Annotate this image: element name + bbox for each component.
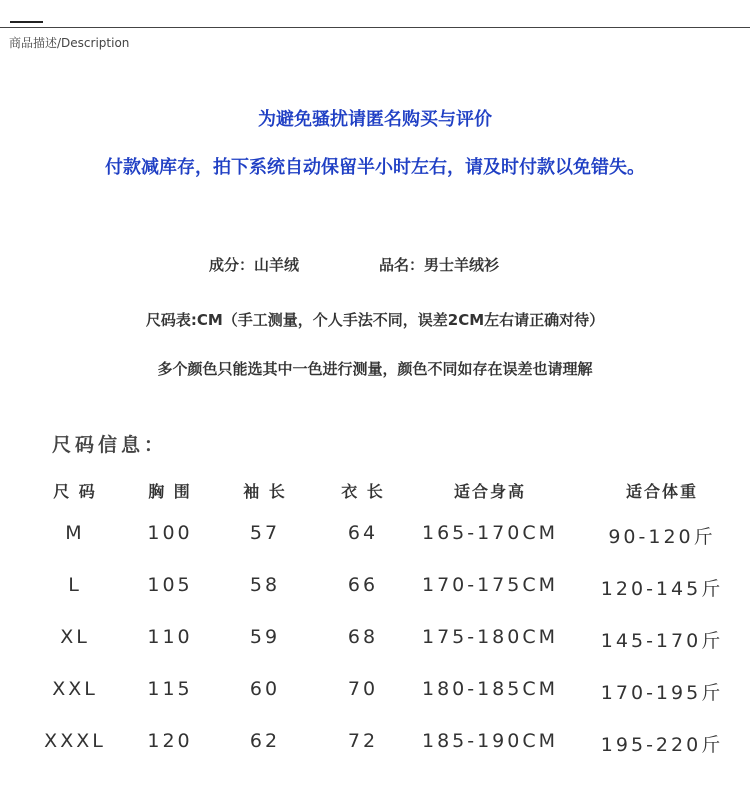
size-info-title: 尺码信息： bbox=[52, 434, 168, 456]
size-table-cell-weight: 170-195斤 bbox=[600, 682, 724, 704]
size-table-cell-length: 64 bbox=[347, 522, 379, 544]
material-label: 成分：山羊绒 bbox=[209, 256, 300, 274]
size-table-cell-height: 180-185CM bbox=[421, 678, 559, 700]
size-table-cell-height: 175-180CM bbox=[421, 626, 559, 648]
size-table-cell-chest: 115 bbox=[147, 678, 193, 700]
size-table-cell-size: XL bbox=[60, 626, 90, 648]
size-table-header-weight: 适合体重 bbox=[625, 482, 699, 501]
size-table-header-size: 尺 码 bbox=[53, 482, 97, 501]
size-table-cell-height: 165-170CM bbox=[421, 522, 559, 544]
anonymous-purchase-notice: 为避免骚扰请匿名购买与评价 bbox=[258, 109, 492, 130]
size-table-cell-sleeve: 60 bbox=[249, 678, 281, 700]
size-table-cell-chest: 120 bbox=[147, 730, 193, 752]
size-table-cell-size: L bbox=[68, 574, 82, 596]
size-table-header-chest: 胸 围 bbox=[148, 482, 192, 501]
size-table-cell-length: 66 bbox=[347, 574, 379, 596]
color-measure-note: 多个颜色只能选其中一色进行测量，颜色不同如存在误差也请理解 bbox=[157, 360, 593, 378]
size-table-cell-sleeve: 62 bbox=[249, 730, 281, 752]
size-table-cell-weight: 120-145斤 bbox=[600, 578, 724, 600]
size-table-cell-chest: 110 bbox=[147, 626, 193, 648]
size-table-cell-sleeve: 59 bbox=[249, 626, 281, 648]
size-table-cell-sleeve: 58 bbox=[249, 574, 281, 596]
size-table-cell-height: 170-175CM bbox=[421, 574, 559, 596]
size-table-cell-length: 70 bbox=[347, 678, 379, 700]
size-table-cell-chest: 105 bbox=[147, 574, 193, 596]
size-table-cell-height: 185-190CM bbox=[421, 730, 559, 752]
product-name-label: 品名：男士羊绒衫 bbox=[379, 256, 500, 274]
size-table-cell-sleeve: 57 bbox=[249, 522, 281, 544]
size-table-cell-size: M bbox=[65, 522, 85, 544]
size-table-cell-chest: 100 bbox=[147, 522, 193, 544]
size-table-header-length: 衣 长 bbox=[341, 482, 385, 501]
size-table-cell-size: XXXL bbox=[44, 730, 106, 752]
section-label: 商品描述/Description bbox=[9, 36, 130, 50]
size-table-cell-weight: 195-220斤 bbox=[600, 734, 724, 756]
size-table-cell-length: 72 bbox=[347, 730, 379, 752]
size-table-cell-weight: 90-120斤 bbox=[608, 526, 716, 548]
size-measure-note: 尺码表:CM（手工测量，个人手法不同，误差2CM左右请正确对待） bbox=[145, 311, 605, 329]
size-table-cell-weight: 145-170斤 bbox=[600, 630, 724, 652]
size-table-header-height: 适合身高 bbox=[453, 482, 527, 501]
payment-notice: 付款减库存，拍下系统自动保留半小时左右，请及时付款以免错失。 bbox=[105, 157, 645, 178]
size-table-cell-length: 68 bbox=[347, 626, 379, 648]
size-table-header-sleeve: 袖 长 bbox=[243, 482, 287, 501]
size-table-cell-size: XXL bbox=[52, 678, 98, 700]
